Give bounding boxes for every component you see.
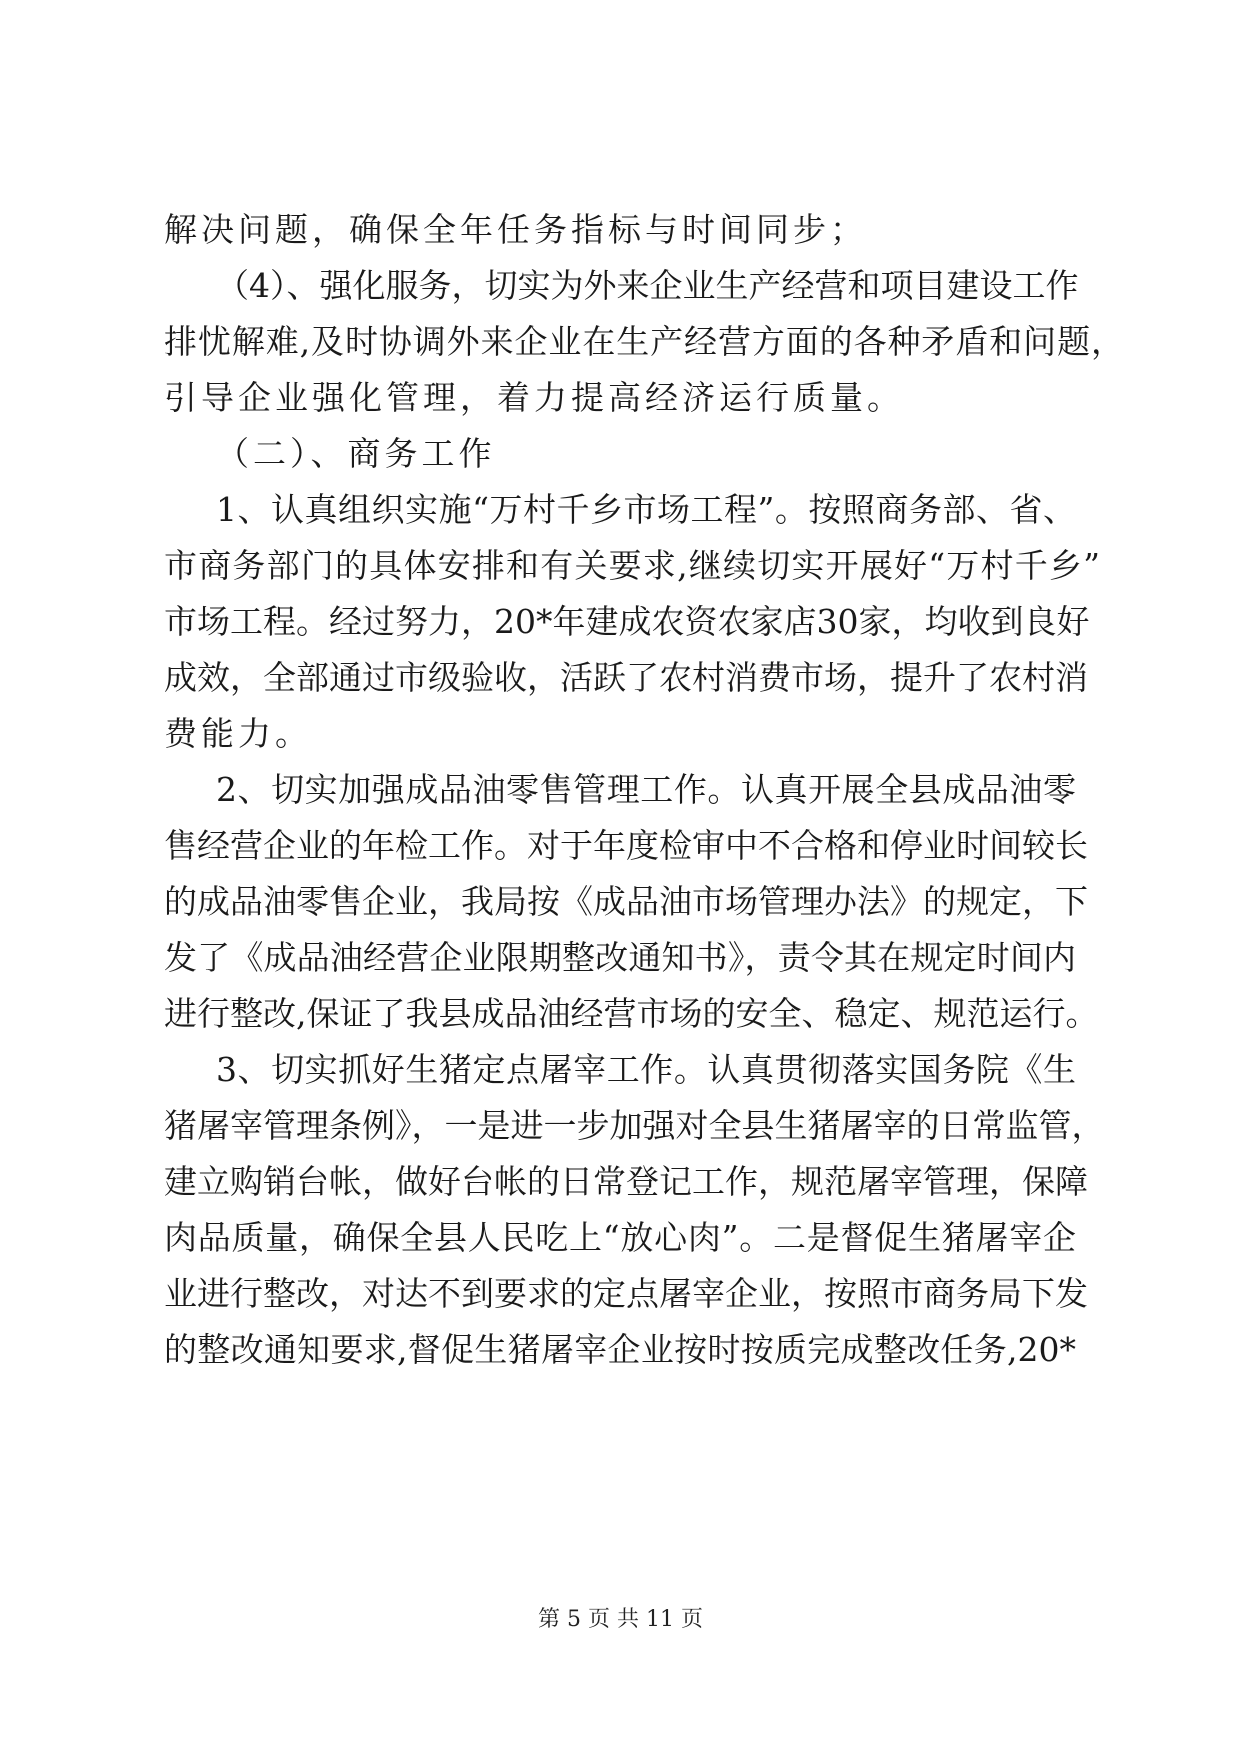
text-line: 排忧解难,及时协调外来企业在生产经营方面的各种矛盾和问题， — [164, 322, 1124, 361]
page-number-footer: 第 5 页 共 11 页 — [538, 1607, 703, 1632]
text-line: 建立购销台帐，做好台帐的日常登记工作，规范屠宰管理，保障 — [164, 1162, 1088, 1201]
text-line: 的成品油零售企业，我局按《成品油市场管理办法》的规定，下 — [164, 882, 1088, 921]
text-line: 猪屠宰管理条例》，一是进一步加强对全县生猪屠宰的日常监管， — [164, 1106, 1105, 1145]
text-line: 1、认真组织实施“万村千乡市场工程”。按照商务部、省、 — [216, 490, 1076, 529]
text-line: 2、切实加强成品油零售管理工作。认真开展全县成品油零 — [216, 770, 1076, 809]
text-line: 解决问题，确保全年任务指标与时间同步； — [164, 210, 867, 249]
text-line: 的整改通知要求,督促生猪屠宰企业按时按质完成整改任务,20* — [164, 1330, 1076, 1369]
section-heading: （二）、商务工作 — [216, 434, 496, 473]
text-line: 发了《成品油经营企业限期整改通知书》，责令其在规定时间内 — [164, 938, 1076, 977]
text-line: 肉品质量，确保全县人民吃上“放心肉”。二是督促生猪屠宰企 — [164, 1218, 1076, 1257]
text-line: 售经营企业的年检工作。对于年度检审中不合格和停业时间较长 — [164, 826, 1088, 865]
text-line: 市场工程。经过努力，20*年建成农资农家店30家，均收到良好 — [164, 602, 1090, 641]
text-line: 成效，全部通过市级验收，活跃了农村消费市场，提升了农村消 — [164, 658, 1088, 697]
text-line: 进行整改,保证了我县成品油经营市场的安全、稳定、规范运行。 — [164, 994, 1099, 1033]
text-line: （4）、强化服务，切实为外来企业生产经营和项目建设工作 — [216, 266, 1079, 305]
text-line: 3、切实抓好生猪定点屠宰工作。认真贯彻落实国务院《生 — [216, 1050, 1076, 1089]
text-line: 引导企业强化管理，着力提高经济运行质量。 — [164, 378, 904, 417]
text-line: 市商务部门的具体安排和有关要求,继续切实开展好“万村千乡” — [164, 546, 1100, 585]
text-line: 费能力。 — [164, 714, 312, 753]
text-line: 业进行整改，对达不到要求的定点屠宰企业，按照市商务局下发 — [164, 1274, 1088, 1313]
